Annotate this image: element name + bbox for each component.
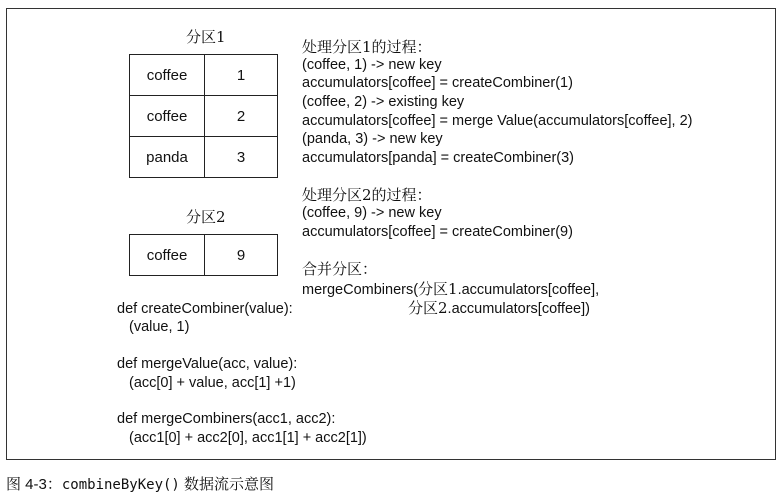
merge-line-1 — [302, 280, 599, 299]
partition1-key: panda — [130, 137, 205, 178]
table-row — [130, 137, 278, 178]
function-body: (acc1[0] + acc2[0], acc1[1] + acc2[1]) — [129, 430, 367, 446]
function-signature: def mergeValue(acc, value): — [117, 356, 298, 372]
process1-line: (panda, 3) -> new key — [302, 131, 443, 147]
figure-text: 数据流示意图 — [179, 476, 275, 493]
partition1-value: 1 — [205, 55, 278, 96]
process1-line: accumulators[panda] = createCombiner(3) — [302, 150, 575, 166]
merge-partition2: 分区2 — [408, 299, 448, 317]
partition2-table — [129, 234, 278, 276]
function-body: (acc[0] + value, acc[1] +1) — [129, 375, 296, 391]
merge-prefix: mergeCombiners( — [302, 282, 419, 298]
table-row — [130, 235, 278, 276]
partition1-key: coffee — [130, 96, 205, 137]
figure-caption — [6, 473, 274, 494]
process2-line: (coffee, 9) -> new key — [302, 205, 442, 221]
figure-code: combineByKey() — [61, 477, 180, 493]
function-signature: def mergeCombiners(acc1, acc2): — [117, 411, 336, 427]
process1-line: accumulators[coffee] = merge Value(accumulators[coffee], 2) — [302, 113, 693, 129]
process1-heading: 处理分区1的过程： — [302, 38, 432, 56]
partition2-value: 9 — [205, 235, 278, 276]
partition2-key: coffee — [130, 235, 205, 276]
function-signature: def createCombiner(value): — [117, 301, 293, 317]
merge-suffix-1: .accumulators[coffee], — [457, 282, 600, 298]
partition2-title: 分区2 — [186, 208, 226, 226]
merge-suffix-2: .accumulators[coffee]) — [447, 301, 590, 317]
function-body: (value, 1) — [129, 319, 190, 335]
process2-heading: 处理分区2的过程： — [302, 186, 432, 204]
merge-heading: 合并分区： — [302, 260, 378, 278]
partition1-table — [129, 54, 278, 178]
merge-partition1: 分区1 — [418, 280, 458, 298]
partition1-key: coffee — [130, 55, 205, 96]
partition1-value: 3 — [205, 137, 278, 178]
process1-line: accumulators[coffee] = createCombiner(1) — [302, 75, 573, 91]
process2-line: accumulators[coffee] = createCombiner(9) — [302, 224, 573, 240]
merge-line-2 — [408, 299, 590, 318]
partition1-value: 2 — [205, 96, 278, 137]
partition1-title: 分区1 — [186, 28, 226, 46]
table-row — [130, 96, 278, 137]
process1-line: (coffee, 1) -> new key — [302, 57, 442, 73]
table-row — [130, 55, 278, 96]
process1-line: (coffee, 2) -> existing key — [302, 94, 465, 110]
figure-label: 图 4-3： — [6, 476, 62, 493]
